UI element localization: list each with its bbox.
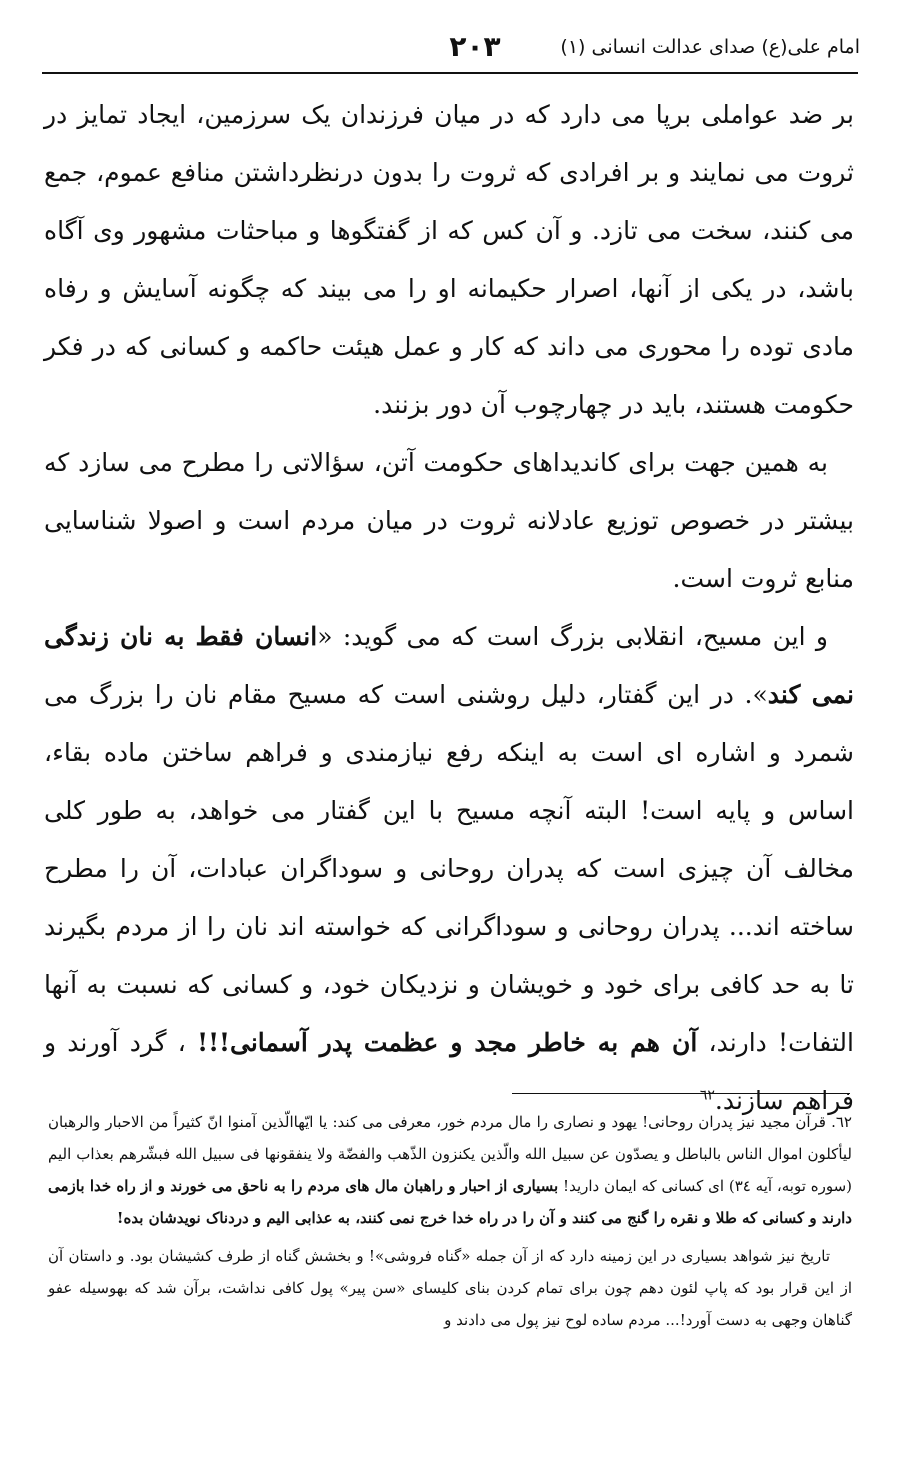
emphasis-phrase: آن هم به خاطر مجد و عظمت پدر آسمانی!!! — [197, 1028, 698, 1057]
paragraph-3-end: ، گرد آورند و فراهم سازند. — [44, 1028, 854, 1115]
paragraph-1: بر ضد عواملی برپا می دارد که در میان فرزندان یک سرزمین، ایجاد تمایز در ثروت می نمایند و بر افرادی که ثروت را بدون درنظرداشتن منافع عموم، جمع می کنند، سخت می تازد. و آن کس که از گفتگوها و مباحثات مشهور وی آگاه باشد، در یکی از آنها، اصرار حکیمانه او را می بیند که چگونه آسایش و رفاه مادی توده را محوری می داند که کار و عمل هیئت حاکمه و کسانی که در فکر حکومت هستند، باید در چهارچوب آن دور بزنند. — [44, 100, 854, 419]
page-header — [40, 26, 860, 72]
footnote-62-translation: بسیاری از احبار و راهبان مال های مردم را به ناحق می خورند و از راه خدا بازمی دارند و کسانی که طلا و نقره را گنج می کنند و آن را در راه خدا خرج نمی کنند، به عذابی الیم و دردناک نویدشان بده! — [48, 1177, 852, 1227]
gospel-quote: انسان فقط به نان زندگی نمی کند — [44, 622, 854, 709]
footnote-62 — [48, 1106, 852, 1234]
paragraph-3 — [44, 608, 854, 1130]
header-divider — [42, 72, 858, 74]
page-number: ۲۰۳ — [449, 30, 501, 63]
paragraph-3-intro: و این مسیح، انقلابی بزرگ است که می گوید: « — [317, 622, 829, 651]
footnotes — [48, 1106, 852, 1336]
paragraph-3-body: ». در این گفتار، دلیل روشنی است که مسیح مقام نان را بزرگ می شمرد و اشاره ای است به اینکه رفع نیازمندی و فراهم ساختن ماده بقاء، اساس و پایه است! البته آنچه مسیح با این گفتار می خواهد، به طور کلی مخالف آن چیزی است که پدران روحانی و سوداگران عبادات، آن را مطرح ساخته اند... پدران روحانی و سوداگرانی که خواسته اند نان را از مردم بگیرند تا به حد کافی برای خود و خویشان و نزدیکان خود، و کسانی که نسبت به آنها التفات! دارند، — [44, 680, 854, 1057]
paragraph-2: به همین جهت برای کاندیداهای حکومت آتن، سؤالاتی را مطرح می سازد که بیشتر در خصوص توزیع عادلانه ثروت در میان مردم است و اصولا شناسایی منابع ثروت است. — [44, 448, 854, 593]
book-title: امام علی(ع) صدای عدالت انسانی (۱) — [560, 36, 860, 58]
footnote-62-text: ٦٢. قرآن مجید نیز پدران روحانی! یهود و نصاری را مال مردم خور، معرفی می کند: یا ایّهاالّذین آمنوا انّ کثیراً من الاحبار والرهبان لیأکلون اموال الناس بالباطل و یصدّون عن سبیل الله والّذین یکنزون الذّهب والفضّة ولا ینفقونها فی سبیل الله فبشّرهم بعذاب الیم (سوره توبه، آیه ٣٤) ای کسانی که ایمان دارید! — [48, 1113, 852, 1195]
footnote-62-history: تاریخ نیز شواهد بسیاری در این زمینه دارد که از آن جمله «گناه فروشی»! و بخشش گناه از طرف کشیشان بود. و داستان آن از این قرار بود که پاپ لئون دهم چون برای تمام کردن بنای کلیسای «سن پیر» پول کافی نداشت، برآن شد که بهوسیله عفو گناهان وجهی به دست آورد!... مردم ساده لوح نیز پول می دادند و — [48, 1247, 852, 1329]
footnote-reference: ٦٢ — [699, 1087, 715, 1104]
main-text — [44, 86, 854, 1130]
footnote-divider — [512, 1093, 850, 1094]
